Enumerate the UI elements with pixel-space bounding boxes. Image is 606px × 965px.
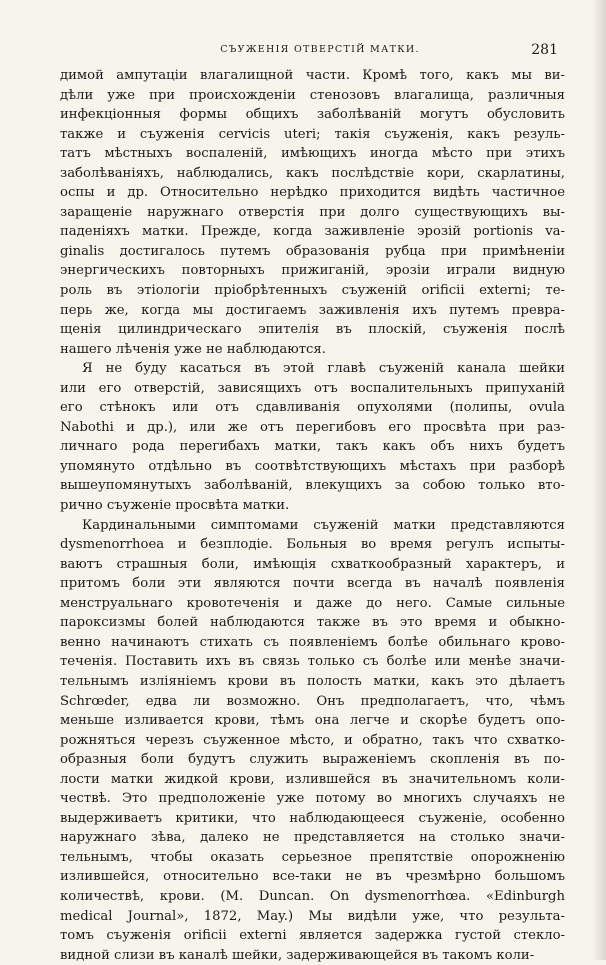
text-line: рожняться черезъ съуженное мѣсто, и обратно, такъ что схватко-	[60, 732, 565, 748]
text-line: притомъ боли эти являются почти всегда въ началѣ появленія	[60, 576, 565, 592]
text-line: упомянуто отдѣльно въ соотвѣтствующихъ мѣстахъ при разборѣ	[60, 458, 565, 474]
text-line: пароксизмы болей наблюдаются также въ это время и обыкно-	[60, 615, 565, 631]
text-line: энергическихъ повторныхъ прижиганій, эрозіи играли видную	[60, 263, 565, 279]
text-line: выдерживаетъ критики, что наблюдающееся съуженіе, особенно	[60, 810, 565, 826]
text-line: личнаго рода перегибахъ матки, такъ какъ объ нихъ будетъ	[60, 439, 565, 455]
text-line: видной слизи въ каналѣ шейки, задерживающейся въ такомъ коли-	[60, 947, 535, 963]
text-line: вышеупомянутыхъ заболѣваній, влекущихъ за собою только вто-	[60, 478, 565, 494]
text-line: ginalis достигалось путемъ образованія рубца при примѣненіи	[60, 243, 565, 259]
text-line: заболѣваніяхъ, наблюдались, какъ послѣдствіе кори, скарлатины,	[60, 165, 565, 181]
text-line: или его отверстій, зависящихъ отъ воспалительныхъ припуханій	[60, 380, 565, 396]
body-text	[60, 66, 565, 965]
text-line: венно начинаютъ стихать съ появленіемъ болѣе обильнаго крово-	[60, 634, 565, 650]
text-line: dysmenorrhoea и безплодіе. Больныя во время регулъ испыты-	[60, 537, 565, 553]
running-title: СЪУЖЕНІЯ ОТВЕРСТІЙ МАТКИ.	[220, 44, 420, 55]
text-line: щенія цилиндрическаго эпителія въ плоскій, съуженія послѣ	[60, 322, 565, 338]
page-header	[60, 40, 560, 60]
text-line: падeніяхъ матки. Прежде, когда заживленіе эрозій portionis va-	[60, 224, 565, 240]
text-line: тельнымъ, чтобы оказать серьезное препятствіе опорожненію	[60, 849, 565, 865]
text-line: Nabothi и др.), или же отъ перегибовъ его просвѣта при раз-	[60, 419, 565, 435]
text-line: medical Journal», 1872, May.) Мы видѣли уже, что результа-	[60, 908, 565, 924]
text-line: оспы и др. Относительно нерѣдко приходится видѣть частичное	[60, 185, 565, 201]
text-line: теченія. Поставить ихъ въ связь только съ болѣе или менѣе значи-	[60, 654, 565, 670]
page-number: 281	[531, 42, 558, 58]
text-line: нашего лѣченія уже не наблюдаются.	[60, 341, 326, 357]
text-line: меньше изливается крови, тѣмъ она легче и скорѣе будетъ опо-	[60, 713, 565, 729]
text-line: также и съуженія cervicis uteri; такія съуженія, какъ резуль-	[60, 126, 565, 142]
text-line: ваютъ страшныя боли, имѣющія схваткообразный характеръ, и	[60, 556, 565, 572]
text-line: рично съуженіе просвѣта матки.	[60, 498, 290, 514]
text-line: дѣли уже при происхожденіи стенозовъ влагалища, различныя	[60, 87, 565, 103]
text-line: роль въ этіологіи пріобрѣтенныхъ съуженій orificii externi; те-	[60, 283, 565, 299]
text-line: количествѣ, крови. (M. Duncan. On dysmenorrhœa. «Edinburgh	[60, 888, 565, 904]
text-line: татъ мѣстныхъ воспаленій, имѣющихъ иногда мѣсто при этихъ	[60, 146, 565, 162]
text-line: Я не буду касаться въ этой главѣ съуженій канала шейки	[82, 361, 565, 377]
text-line: лости матки жидкой крови, излившейся въ значительномъ коли-	[60, 771, 565, 787]
paragraph	[60, 359, 565, 515]
text-line: менструальнаго кровотеченія и даже до него. Самые сильные	[60, 595, 565, 611]
text-line: наружнаго зѣва, далеко не представляется на столько значи-	[60, 830, 565, 846]
text-line: Кардинальными симптомами съуженій матки представляются	[82, 517, 565, 533]
text-line: томъ съуженія orificii externi является задержка густой стекло-	[60, 928, 565, 944]
text-line: излившейся, относительно все-таки не въ чрезмѣрно большомъ	[60, 869, 565, 885]
text-line: Schrœder, едва ли возможно. Онъ предполагаетъ, что, чѣмъ	[60, 693, 565, 709]
text-line: его стѣнокъ или отъ сдавливанія опухолями (полипы, ovula	[60, 400, 565, 416]
text-line: чествѣ. Это предположеніе уже потому во многихъ случаяхъ не	[60, 791, 565, 807]
text-line: димой ампутаціи влагалищной части. Кромѣ того, какъ мы ви-	[60, 68, 565, 83]
paragraph	[60, 516, 565, 965]
paragraph	[60, 66, 565, 359]
page-edge-shadow	[592, 0, 606, 960]
text-line: тельнымъ изліяніемъ крови въ полость матки, какъ это дѣлаетъ	[60, 673, 565, 689]
text-line: образныя боли будутъ служить выраженіемъ скопленія въ по-	[60, 752, 565, 768]
text-line: инфекціонныя формы общихъ заболѣваній могутъ обусловить	[60, 107, 565, 123]
text-line: перь же, когда мы достигаемъ заживленія ихъ путемъ превра-	[60, 302, 565, 318]
text-line: заращеніе наружнаго отверстія при долго существующихъ вы-	[60, 204, 565, 220]
